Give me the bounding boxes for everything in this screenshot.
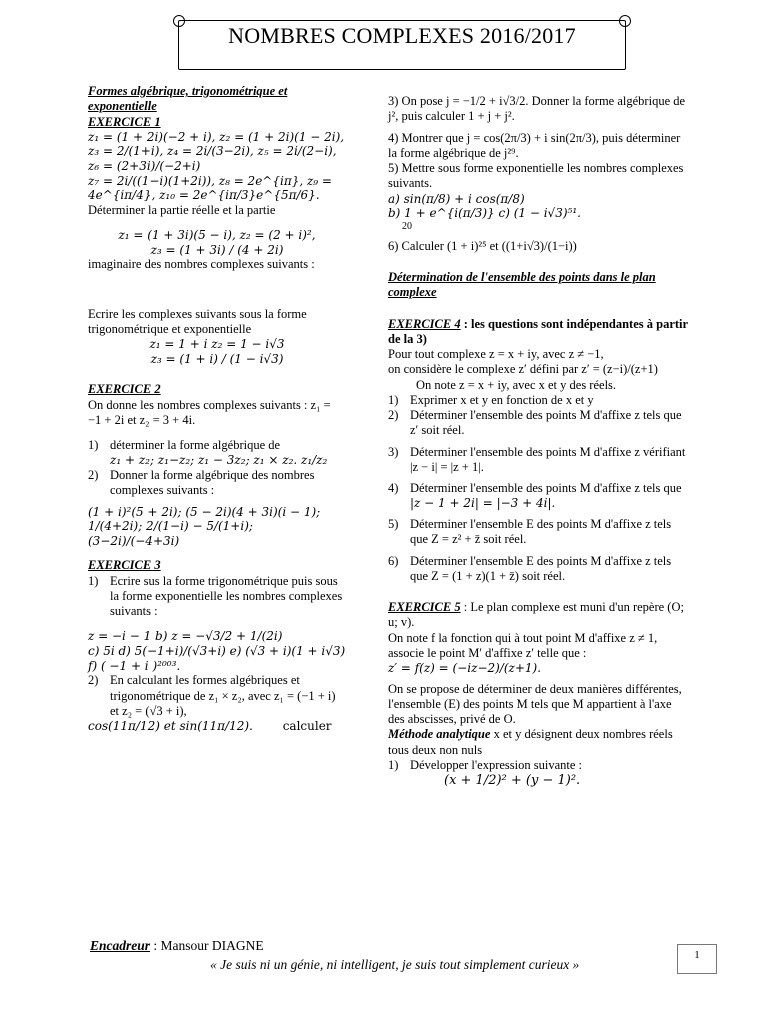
- q5a: a) sin(π/8) + i cos(π/8): [388, 191, 525, 206]
- ex1-list-a: z₁ = (1 + 2i)(−2 + i), z₂ = (1 + 2i)(1 − 2i), z₃ = 2/(1+i), z₄ = 2i/(3−2i), z₅ = 2i/(2−i), z₆ = (2+3i)/(−2+i): [88, 129, 345, 173]
- q6: 6) Calculer (1 + i)²⁵ et ((1+i√3)/(1−i)): [388, 238, 577, 253]
- ex5-title: EXERCICE 5: [388, 600, 461, 615]
- ex1-eq1: z₁ = (1 + 3i)(5 − i), z₂ = (2 + i)²,: [118, 228, 316, 243]
- ex1-list-b: z₇ = 2i/((1−i)(1+2i)), z₈ = 2e^{iπ}, z₉ = 4e^{iπ/4}, z₁₀ = 2e^{iπ/3}e^{5π/6}.: [88, 173, 332, 203]
- ex4-l1: Pour tout complexe z = x + iy, avec z ≠ −1,: [388, 347, 604, 362]
- ex3-item1-label: 1): [88, 573, 99, 588]
- ex3-eq1: z = −i − 1 b) z = −√3/2 + 1/(2i): [88, 629, 283, 644]
- q5b-sub: 20: [402, 220, 412, 232]
- ex3-item1-text: Ecrire sus la forme trigonométrique puis sous la forme exponentielle les nombres complexes suivants :: [110, 573, 343, 619]
- ex2-item1: [88, 438, 346, 453]
- ex3-item2: [88, 673, 346, 719]
- ex3-item1: [88, 574, 346, 620]
- ex4-i4-eq: |z − 1 + 2i| = |−3 + 4i|.: [410, 496, 556, 511]
- ex2-item2-eq2: 1/(4+2i); 2/(1−i) − 5/(1+i); (3−2i)/(−4+3i): [88, 519, 253, 548]
- ex1-task2: Ecrire les complexes suivants sous la forme trigonométrique et exponentielle: [88, 306, 307, 336]
- ex4-title-rest: : les questions sont indépendantes à partir de la 3): [388, 316, 688, 346]
- ex2-item1-label: 1): [88, 438, 99, 453]
- ex1-task1b: imaginaire des nombres complexes suivants :: [88, 257, 315, 272]
- ex4-i1: 1) Exprimer x et y en fonction de x et y: [388, 392, 594, 407]
- ex4-heading: [388, 317, 688, 348]
- section-title: Formes algébrique, trigonométrique et exponentielle: [88, 84, 288, 114]
- ex5-l3: z′ = f(z) = (−iz−2)/(z+1).: [388, 661, 542, 676]
- q5: 5) Mettre sous forme exponentielle les nombres complexes suivants.: [388, 161, 684, 191]
- ex4-i6: 6) Déterminer l'ensemble E des points M d'affixe z tels que Z = (1 + z)(1 + z̄) soit réel.: [388, 553, 672, 583]
- page-title: NOMBRES COMPLEXES 2016/2017: [228, 23, 576, 48]
- footer-author: [90, 938, 264, 954]
- ex1-eq2: z₃ = (1 + 3i) / (4 + 2i): [150, 242, 284, 257]
- q3: 3) On pose j = −1/2 + i√3/2. Donner la forme algébrique de j², puis calculer 1 + j + j².: [388, 94, 686, 124]
- ex3-item2-text: En calculant les formes algébriques et trigonométrique de z₁ × z₂, avec z₁ = (−1 + i) et z₂ = (√3 + i),: [110, 673, 336, 718]
- ex1-eq4: z₃ = (1 + i) / (1 − i√3): [150, 351, 284, 366]
- ex3-title: EXERCICE 3: [88, 558, 161, 573]
- ex3-calc: calculer: [282, 719, 332, 733]
- ex2-item1-eq: z₁ + z₂; z₁−z₂; z₁ − 3z₂; z₁ × z₂. z₁/z₂: [110, 453, 328, 468]
- ex3-eq2: c) 5i d) 5(−1+i)/(√3+i) e) (√3 + i)(1 + i√3): [88, 644, 346, 658]
- ex5-l4: On se propose de déterminer de deux manières différentes, l'ensemble (E) des points M tels que M appartient à l'axe des abscisses, privé de O.: [388, 681, 682, 727]
- ex4-l2: on considère le complexe z′ défini par z′ = (z−i)/(z+1): [388, 362, 658, 377]
- ex1-title: EXERCICE 1: [88, 114, 161, 129]
- page-number-box: [677, 944, 717, 974]
- footer-label: Encadreur: [90, 938, 151, 953]
- q4: 4) Montrer que j = cos(2π/3) + i sin(2π/3), puis déterminer la forme algébrique de j²⁹.: [388, 130, 681, 160]
- ex1-task1: Déterminer la partie réelle et la partie: [88, 202, 276, 217]
- ex4-i4: 4) Déterminer l'ensemble des points M d'affixe z tels que: [388, 481, 682, 496]
- ex2-title: EXERCICE 2: [88, 382, 161, 397]
- footer-quote: « Je suis ni un génie, ni intelligent, je suis tout simplement curieux »: [210, 957, 580, 972]
- ex3-eq3: f) ( −1 + i )²⁰⁰³.: [88, 658, 181, 673]
- ex3-item2-end: cos(11π/12) et sin(11π/12). calculer: [88, 719, 332, 733]
- page-number: 1: [694, 949, 700, 961]
- ex1-eq3: z₁ = 1 + i z₂ = 1 − i√3: [149, 337, 285, 352]
- ex5-i1-eq: (x + 1/2)² + (y − 1)².: [444, 773, 581, 789]
- ex5-i1: 1) Développer l'expression suivante :: [388, 757, 582, 772]
- right-column: [388, 94, 688, 789]
- ex2-item2-eq1: (1 + i)²(5 + 2i); (5 − 2i)(4 + 3i)(i − 1);: [88, 504, 321, 519]
- left-column: [88, 84, 346, 734]
- footer-name: : Mansour DIAGNE: [150, 938, 264, 953]
- ex3-item2-label: 2): [88, 673, 99, 688]
- ex5-method: Méthode analytique: [388, 727, 491, 742]
- section2-title: Détermination de l'ensemble des points dans le plan complexe: [388, 270, 656, 300]
- ex2-item2-label: 2): [88, 468, 99, 482]
- ex4-i3: 3) Déterminer l'ensemble des points M d'affixe z vérifiant |z − i| = |z + 1|.: [388, 444, 686, 474]
- ex2-intro: On donne les nombres complexes suivants : z₁ = −1 + 2i et z₂ = 3 + 4i.: [88, 397, 331, 427]
- ex4-l3: On note z = x + iy, avec x et y des réels.: [416, 377, 617, 392]
- ex5-l1: : Le plan complexe est muni d'un repère (O; u; v).: [388, 600, 684, 630]
- title-banner: [178, 20, 626, 70]
- ex5-method-line: [388, 727, 688, 758]
- ex2-item2-text: Donner la forme algébrique des nombres complexes suivants :: [110, 468, 315, 498]
- ex4-i5: 5) Déterminer l'ensemble E des points M d'affixe z tels que Z = z² + z̄ soit réel.: [388, 517, 672, 547]
- ex2-item1-text: déterminer la forme algébrique de: [110, 438, 281, 453]
- ex4-i2: 2) Déterminer l'ensemble des points M d'affixe z tels que z′ soit réel.: [388, 408, 682, 438]
- ex5-method-rest: x et y désignent deux nombres réels tous deux non nuls: [388, 727, 673, 757]
- ex2-item2: [88, 468, 346, 499]
- ex5-l2: On note f la fonction qui à tout point M d'affixe z ≠ 1, associe le point M′ d'affixe z′ telle que :: [388, 630, 658, 660]
- ex5-heading: [388, 600, 688, 631]
- q5b: b) 1 + e^{i(π/3)} c) (1 − i√3)⁵¹.: [388, 206, 581, 221]
- ex4-title: EXERCICE 4: [388, 316, 461, 331]
